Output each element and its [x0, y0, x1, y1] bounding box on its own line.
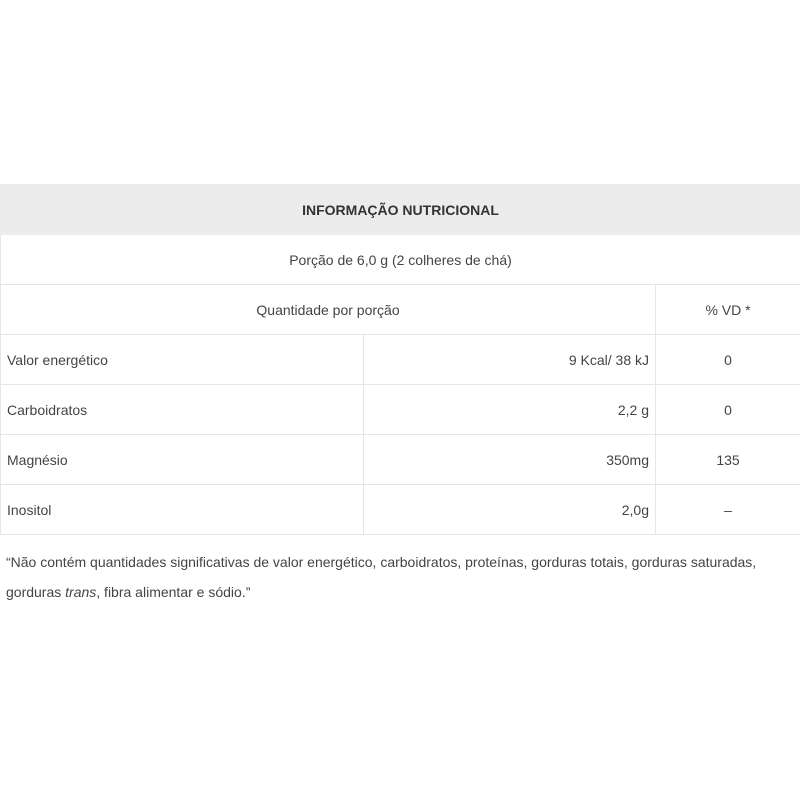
portion-row [1, 235, 800, 285]
nutrient-name: Valor energético [1, 335, 364, 385]
nutrient-vd: – [656, 485, 800, 535]
nutrient-vd: 0 [656, 335, 800, 385]
footnote-italic: trans [65, 584, 97, 600]
column-header-vd: % VD * [656, 285, 800, 335]
nutrient-amount: 350mg [364, 435, 656, 485]
nutrition-facts [0, 184, 800, 607]
portion-size: Porção de 6,0 g (2 colheres de chá) [1, 235, 800, 285]
table-row [1, 385, 800, 435]
nutrition-table [0, 184, 800, 535]
nutrient-amount: 2,2 g [364, 385, 656, 435]
table-title: INFORMAÇÃO NUTRICIONAL [1, 185, 800, 235]
nutrient-vd: 135 [656, 435, 800, 485]
footnote-text: “Não contém quantidades significativas de valor energético, carboidratos, proteínas, gorduras totais, gorduras saturadas, gorduras [6, 554, 757, 600]
nutrient-amount: 9 Kcal/ 38 kJ [364, 335, 656, 385]
nutrient-name: Carboidratos [1, 385, 364, 435]
footnote [0, 535, 800, 607]
table-header-row [1, 185, 800, 235]
table-row [1, 485, 800, 535]
column-header-row [1, 285, 800, 335]
column-header-quantity: Quantidade por porção [1, 285, 656, 335]
nutrient-amount: 2,0g [364, 485, 656, 535]
nutrient-vd: 0 [656, 385, 800, 435]
nutrient-name: Magnésio [1, 435, 364, 485]
nutrient-name: Inositol [1, 485, 364, 535]
table-row [1, 435, 800, 485]
footnote-text-end: , fibra alimentar e sódio.” [96, 584, 251, 600]
table-row [1, 335, 800, 385]
